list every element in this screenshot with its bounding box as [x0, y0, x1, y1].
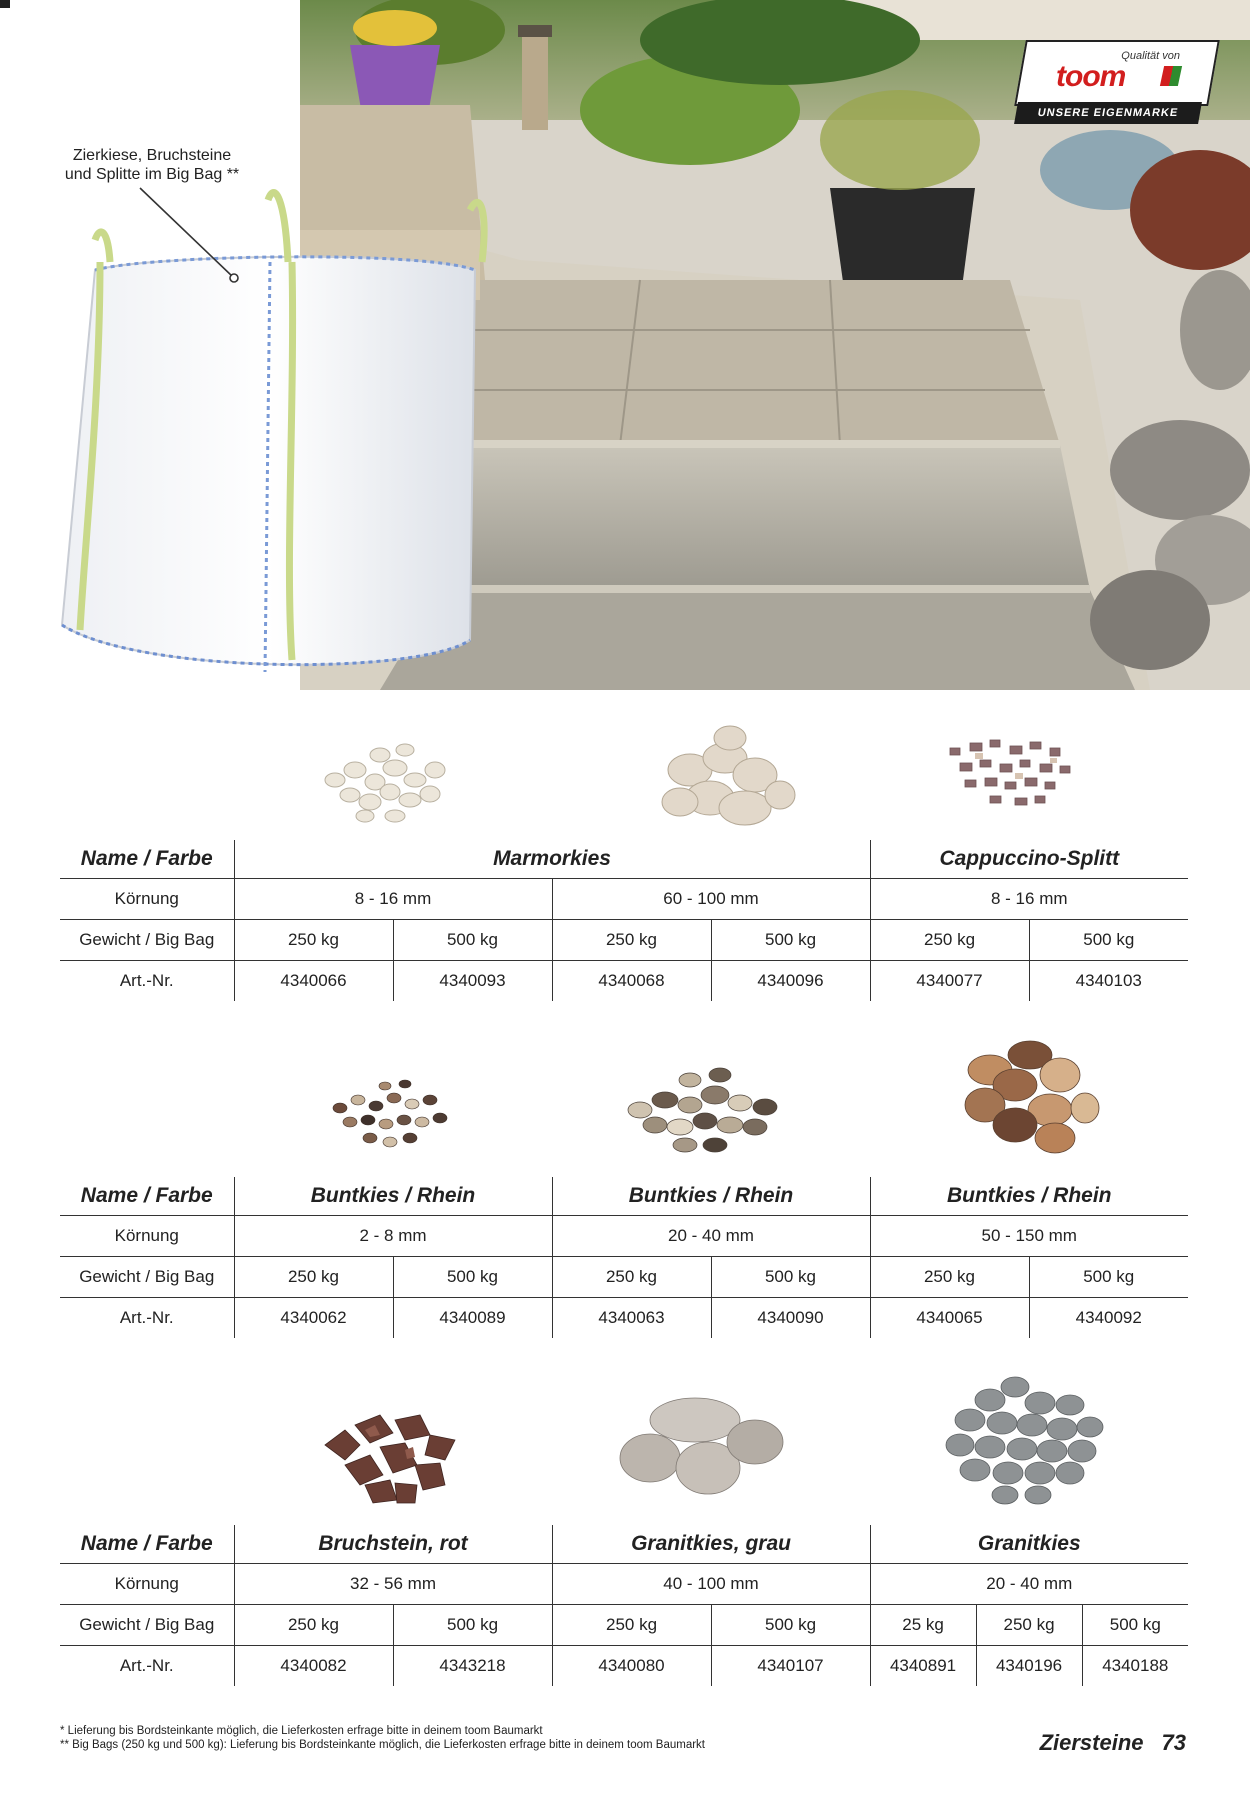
koernung-label: Körnung: [60, 1216, 234, 1257]
koernung-value: 2 - 8 mm: [234, 1216, 552, 1257]
artnr-value: 4340089: [393, 1298, 552, 1339]
logo-bar-text: UNSERE EIGENMARKE: [1014, 102, 1202, 124]
gewicht-value: 500 kg: [393, 920, 552, 961]
artnr-value: 4340092: [1029, 1298, 1188, 1339]
product-name-marmorkies: Marmorkies: [234, 840, 870, 879]
logo-tagline: Qualität von: [1121, 50, 1180, 62]
artnr-value: 4340107: [711, 1646, 870, 1687]
artnr-value: 4340196: [976, 1646, 1082, 1687]
gewicht-value: 500 kg: [1082, 1605, 1188, 1646]
bruchstein-rot-image: [305, 1385, 475, 1505]
koernung-value: 20 - 40 mm: [870, 1564, 1188, 1605]
page-marker-icon: [0, 0, 10, 8]
gewicht-value: 250 kg: [234, 920, 393, 961]
footnotes: [60, 1724, 705, 1752]
hero-photo: [0, 0, 1250, 690]
cappuccino-splitt-image: [920, 718, 1100, 828]
buntkies-20-40-image: [610, 1045, 800, 1165]
artnr-value: 4340096: [711, 961, 870, 1002]
gewicht-value: 500 kg: [1029, 1257, 1188, 1298]
gewicht-value: 250 kg: [870, 1257, 1029, 1298]
artnr-value: 4340103: [1029, 961, 1188, 1002]
koernung-value: 20 - 40 mm: [552, 1216, 870, 1257]
granitkies-grau-image: [610, 1390, 790, 1505]
granitkies-image: [930, 1365, 1120, 1515]
header-label: Name / Farbe: [60, 1177, 234, 1216]
artnr-value: 4340068: [552, 961, 711, 1002]
gewicht-label: Gewicht / Big Bag: [60, 1257, 234, 1298]
spec-table-3: [60, 1525, 1188, 1686]
callout-line-2: und Splitte im Big Bag **: [64, 166, 240, 183]
footnote-2: ** Big Bags (250 kg und 500 kg): Lieferung bis Bordsteinkante möglich, die Lieferkosten erfrage bitte in deinem toom Baumarkt: [60, 1739, 706, 1751]
product-name-buntkies-rhein: Buntkies / Rhein: [552, 1177, 870, 1216]
gewicht-value: 250 kg: [552, 1257, 711, 1298]
gewicht-value: 250 kg: [976, 1605, 1082, 1646]
artnr-value: 4340082: [234, 1646, 393, 1687]
callout-line-1: Zierkiese, Bruchsteine: [72, 147, 232, 164]
buntkies-2-8-image: [310, 1058, 470, 1168]
gewicht-value: 500 kg: [711, 920, 870, 961]
artnr-value: 4340063: [552, 1298, 711, 1339]
gewicht-value: 250 kg: [234, 1605, 393, 1646]
koernung-value: 60 - 100 mm: [552, 879, 870, 920]
gewicht-label: Gewicht / Big Bag: [60, 920, 234, 961]
koernung-label: Körnung: [60, 879, 234, 920]
artnr-value: 4340080: [552, 1646, 711, 1687]
artnr-value: 4340891: [870, 1646, 976, 1687]
spec-table-1: [60, 840, 1188, 1001]
gewicht-value: 500 kg: [711, 1605, 870, 1646]
header-label: Name / Farbe: [60, 1525, 234, 1564]
page-number: 73: [1161, 1730, 1186, 1755]
koernung-value: 50 - 150 mm: [870, 1216, 1188, 1257]
koernung-value: 8 - 16 mm: [234, 879, 552, 920]
product-name-buntkies-rhein: Buntkies / Rhein: [870, 1177, 1188, 1216]
artnr-label: Art.-Nr.: [119, 971, 174, 990]
footnote-1: * Lieferung bis Bordsteinkante möglich, die Lieferkosten erfrage bitte in deinem toom Baumarkt: [60, 1725, 543, 1737]
gewicht-value: 250 kg: [234, 1257, 393, 1298]
page-footer-label: [1040, 1730, 1186, 1756]
koernung-label: Körnung: [60, 1564, 234, 1605]
artnr-value: 4343218: [393, 1646, 552, 1687]
logo-brand: toom: [1056, 60, 1126, 93]
big-bag-callout: [52, 146, 252, 184]
artnr-value: 4340077: [870, 961, 1029, 1002]
gewicht-label: Gewicht / Big Bag: [60, 1605, 234, 1646]
gewicht-value: 500 kg: [711, 1257, 870, 1298]
artnr-value: 4340093: [393, 961, 552, 1002]
toom-logo: [1020, 40, 1210, 122]
buntkies-50-150-image: [945, 1030, 1105, 1165]
gewicht-value: 250 kg: [552, 1605, 711, 1646]
gewicht-value: 25 kg: [870, 1605, 976, 1646]
marmorkies-large-image: [630, 720, 810, 840]
product-name-cappuccino-splitt: Cappuccino-Splitt: [870, 840, 1188, 879]
product-name-granitkies-grau: Granitkies, grau: [552, 1525, 870, 1564]
artnr-label: Art.-Nr.: [119, 1656, 174, 1675]
gewicht-value: 500 kg: [1029, 920, 1188, 961]
marmorkies-small-image: [295, 720, 475, 835]
header-label: Name / Farbe: [60, 840, 234, 879]
section-title: Ziersteine: [1039, 1730, 1144, 1755]
koernung-value: 32 - 56 mm: [234, 1564, 552, 1605]
gewicht-value: 500 kg: [393, 1605, 552, 1646]
gewicht-value: 250 kg: [552, 920, 711, 961]
spec-table-2: [60, 1177, 1188, 1338]
gewicht-value: 250 kg: [870, 920, 1029, 961]
product-name-buntkies-rhein: Buntkies / Rhein: [234, 1177, 552, 1216]
artnr-value: 4340188: [1082, 1646, 1188, 1687]
gewicht-value: 500 kg: [393, 1257, 552, 1298]
product-name-granitkies: Granitkies: [870, 1525, 1188, 1564]
artnr-label: Art.-Nr.: [119, 1308, 174, 1327]
artnr-value: 4340062: [234, 1298, 393, 1339]
koernung-value: 40 - 100 mm: [552, 1564, 870, 1605]
koernung-value: 8 - 16 mm: [870, 879, 1188, 920]
artnr-value: 4340066: [234, 961, 393, 1002]
artnr-value: 4340090: [711, 1298, 870, 1339]
product-name-bruchstein-rot: Bruchstein, rot: [234, 1525, 552, 1564]
artnr-value: 4340065: [870, 1298, 1029, 1339]
